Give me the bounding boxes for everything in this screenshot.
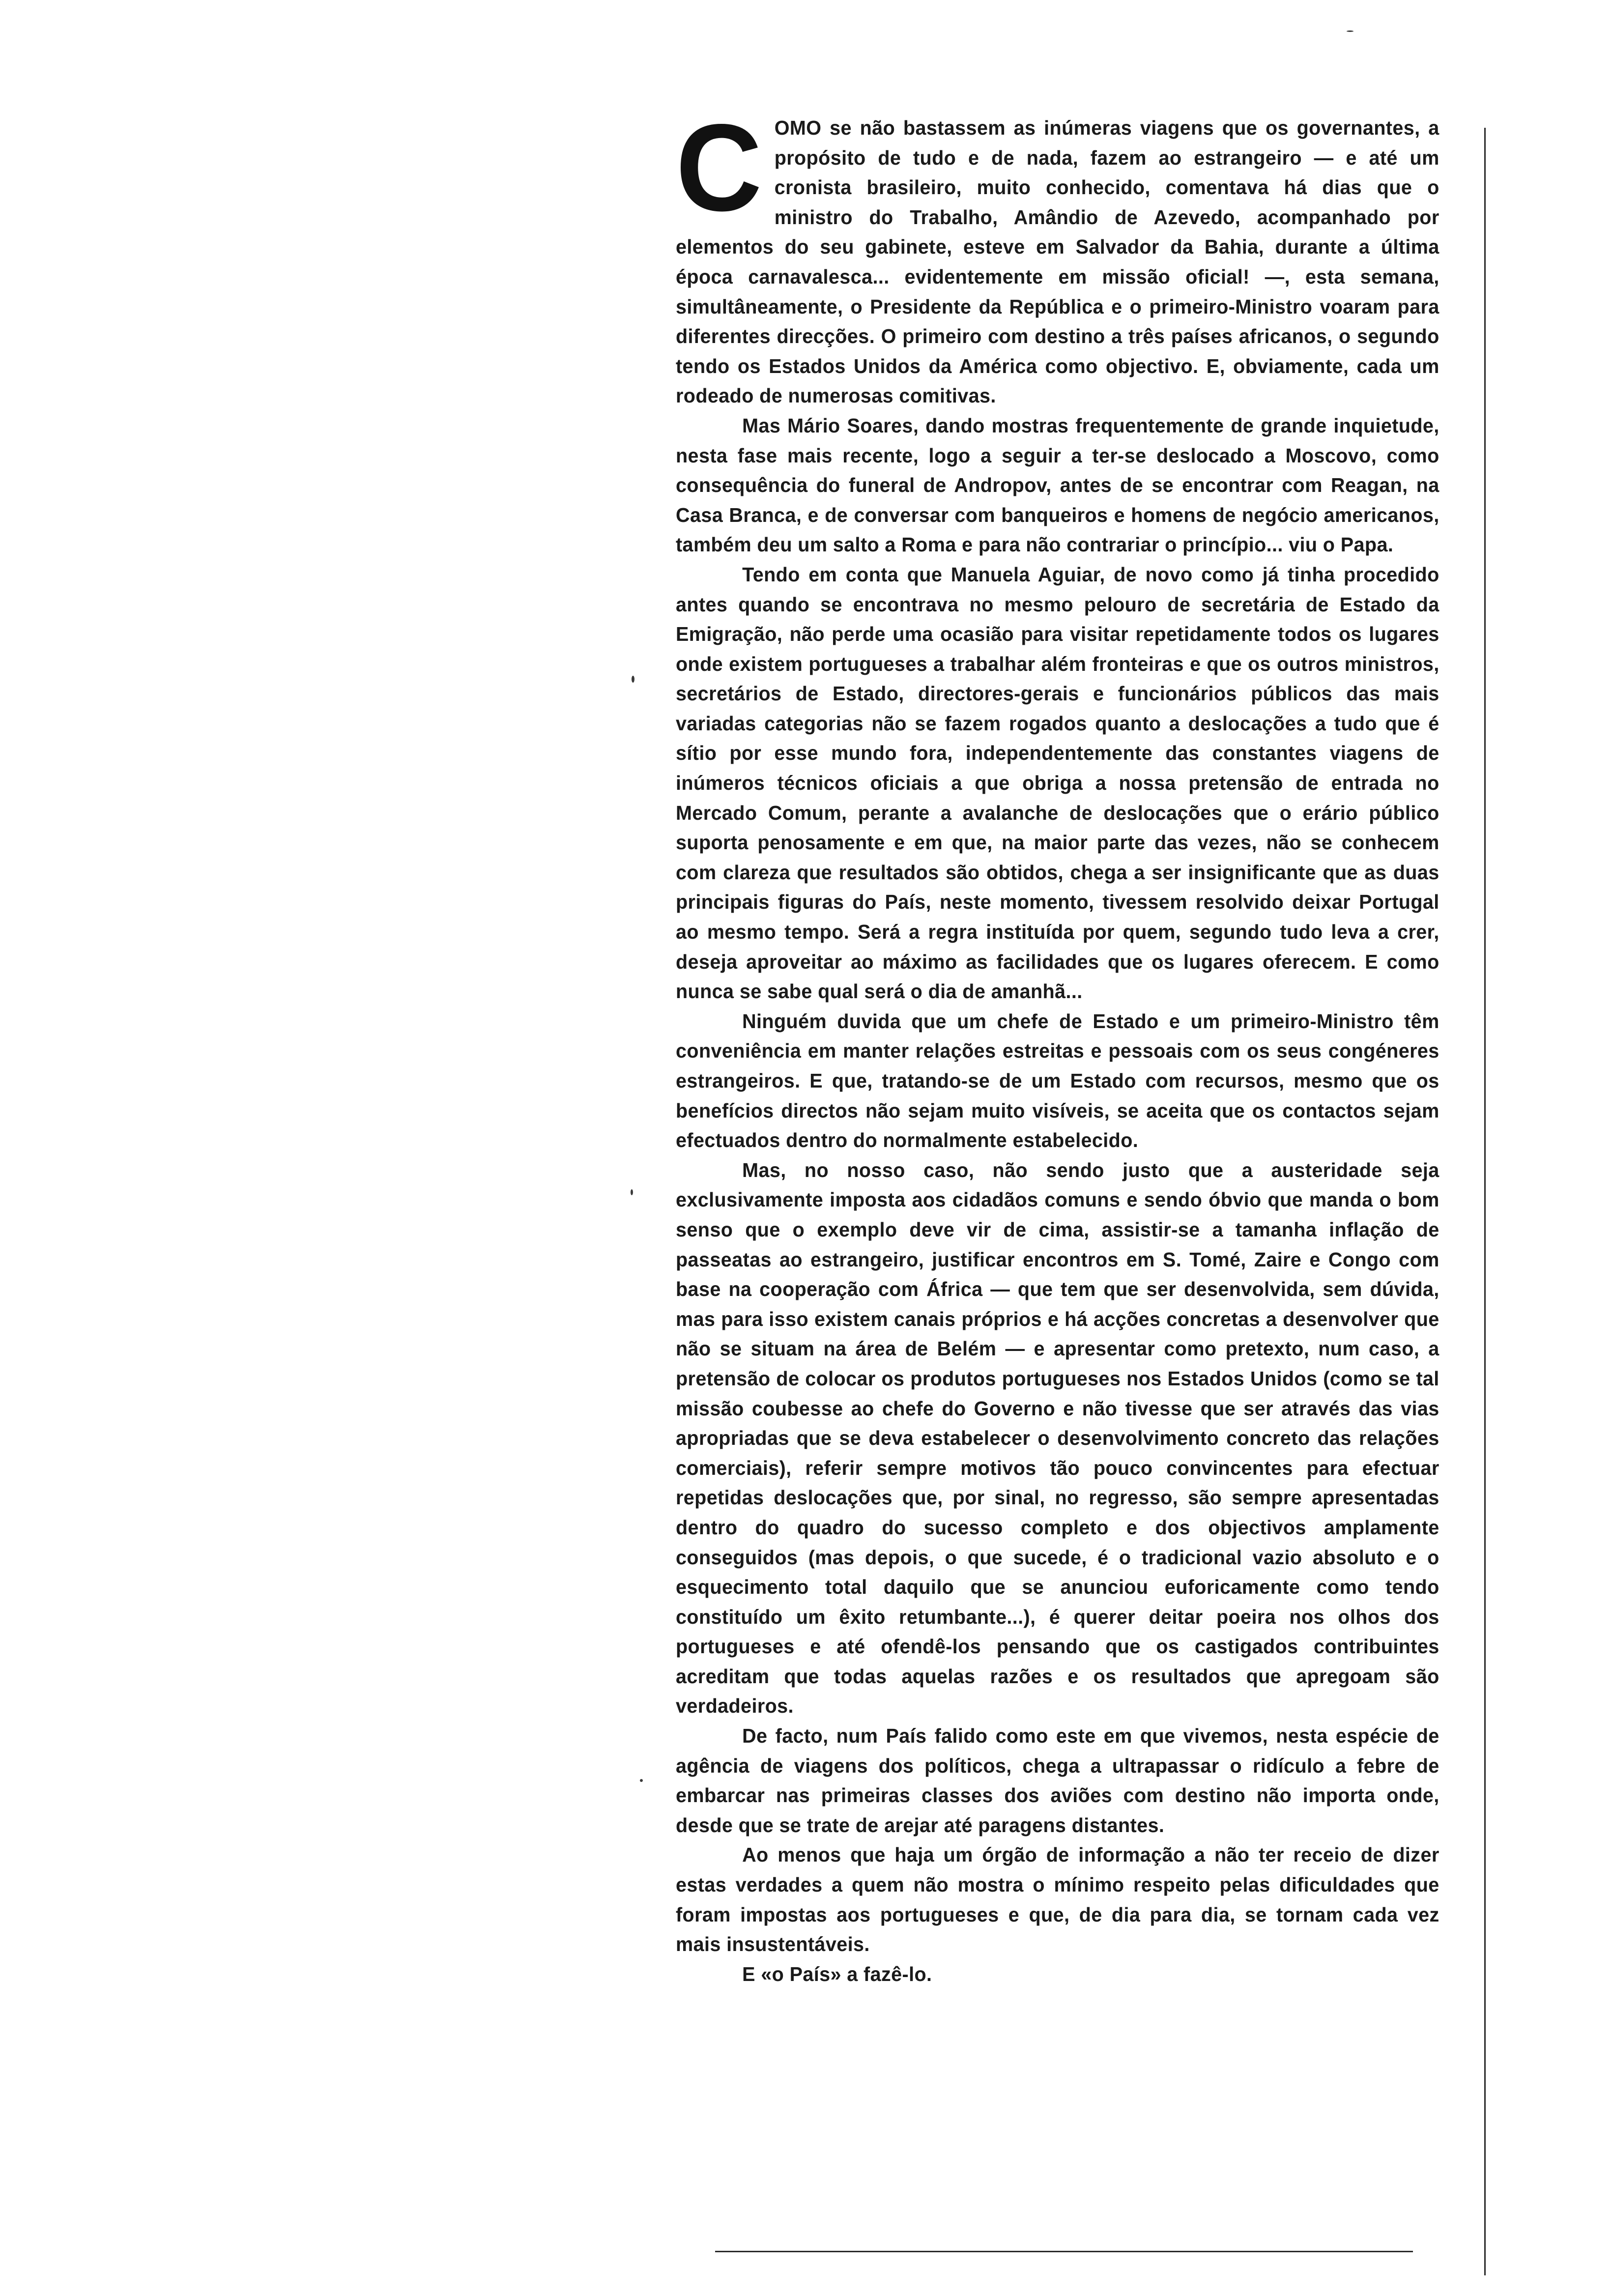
column-rule-right <box>1484 128 1486 2275</box>
drop-cap: C <box>676 99 762 237</box>
column-rule-bottom <box>715 2251 1413 2252</box>
article-body <box>676 99 1439 1989</box>
scan-speck <box>632 676 634 683</box>
article-paragraph-2: Mas Mário Soares, dando mostras frequentemente de grande inquietude, nesta fase mais recente, logo a seguir a ter-se deslocado a Moscovo, como consequência do funeral de Andropov, antes de se encontrar com Reagan, na Casa Branca, e de conversar com banqueiros e homens de negócio americanos, também deu um salto a Roma e para não contrariar o princípio... viu o Papa. <box>676 414 1439 556</box>
paragraph-text: OMO se não bastassem as inúmeras viagens que os governantes, a propósito de tudo e de nada, fazem ao estrangeiro — e até um cronista brasileiro, muito conhecido, comentava há dias que o ministro do Trabalho, Amândio de Azevedo, acompanhado por elementos do seu gabinete, esteve em Salvador da Bahia, durante a última época carnavalesca... evidentemente em missão oficial! —, esta semana, simultâneamente, o Presidente da República e o primeiro-Ministro voaram para diferentes direcções. O primeiro com destino a três países africanos, o segundo tendo os Estados Unidos da América como objectivo. E, obviamente, cada um rodeado de numerosas comitivas. <box>676 116 1439 407</box>
article-paragraph-3: Tendo em conta que Manuela Aguiar, de novo como já tinha procedido antes quando se encontrava no mesmo pelouro de secretária de Estado da Emigração, não perde uma ocasião para visitar repetidamente todos os lugares onde existem portugueses a trabalhar além fronteiras e que os outros ministros, secretários de Estado, directores-gerais e funcionários públicos das mais variadas categorias não se fazem rogados quanto a deslocações a tudo que é sítio por esse mundo fora, independentemente das constantes viagens de inúmeros técnicos oficiais a que obriga a nossa pretensão de entrada no Mercado Comum, perante a avalanche de deslocações que o erário público suporta penosamente e em que, na maior parte das vezes, não se conhecem com clareza que resultados são obtidos, chega a ser insignificante que as duas principais figuras do País, neste momento, tivessem resolvido deixar Portugal ao mesmo tempo. Será a regra instituída por quem, segundo tudo leva a crer, deseja aproveitar ao máximo as facilidades que os lugares oferecem. E como nunca se sabe qual será o dia de amanhã... <box>676 563 1439 1003</box>
article-paragraph-5: Mas, no nosso caso, não sendo justo que a austeridade seja exclusivamente imposta aos cidadãos comuns e sendo óbvio que manda o bom senso que o exemplo deve vir de cima, assistir-se a tamanha inflação de passeatas ao estrangeiro, justificar encontros em S. Tomé, Zaire e Congo com base na cooperação com África — que tem que ser desenvolvida, sem dúvida, mas para isso existem canais próprios e há acções concretas a desenvolver que não se situam na área de Belém — e apresentar como pretexto, num caso, a pretensão de colocar os produtos portugueses nos Estados Unidos (como se tal missão coubesse ao chefe do Governo e não tivesse que ser através das vias apropriadas que se deva estabelecer o desenvolvimento concreto das relações comerciais), referir sempre motivos tão pouco convincentes para efectuar repetidas deslocações que, por sinal, no regresso, são sempre apresentadas dentro do quadro do sucesso completo e dos objectivos amplamente conseguidos (mas depois, o que sucede, é o tradicional vazio absoluto e o esquecimento total daquilo que se anunciou euforicamente como tendo constituído um êxito retumbante...), é querer deitar poeira nos olhos dos portugueses e até ofendê-los pensando que os castigados contribuintes acreditam que todas aquelas razões e os resultados que apregoam são verdadeiros. <box>676 1158 1439 1718</box>
article-paragraph-8: E «o País» a fazê-lo. <box>742 1962 932 1985</box>
article-paragraph-4: Ninguém duvida que um chefe de Estado e um primeiro-Ministro têm conveniência em manter relações estreitas e pessoais com os seus congéneres estrangeiros. E que, tratando-se de um Estado com recursos, mesmo que os benefícios directos não sejam muito visíveis, se aceita que os contactos sejam efectuados dentro do normalmente estabelecido. <box>676 1009 1439 1152</box>
scan-speck <box>640 1779 643 1782</box>
article-paragraph-7: Ao menos que haja um órgão de informação a não ter receio de dizer estas verdades a quem não mostra o mínimo respeito pelas dificuldades que foram impostas aos portugueses e que, de dia para dia, se tornam cada vez mais insustentáveis. <box>676 1843 1439 1956</box>
newspaper-clipping <box>676 99 1472 2275</box>
article-paragraph-6: De facto, num País falido como este em que vivemos, nesta espécie de agência de viagens dos políticos, chega a ultrapassar o ridículo a febre de embarcar nas primeiras classes dos aviões com destino não importa onde, desde que se trate de arejar até paragens distantes. <box>676 1724 1439 1837</box>
article-paragraph-1 <box>676 99 1439 411</box>
scan-speck <box>1347 30 1353 32</box>
scan-speck <box>631 1189 633 1195</box>
